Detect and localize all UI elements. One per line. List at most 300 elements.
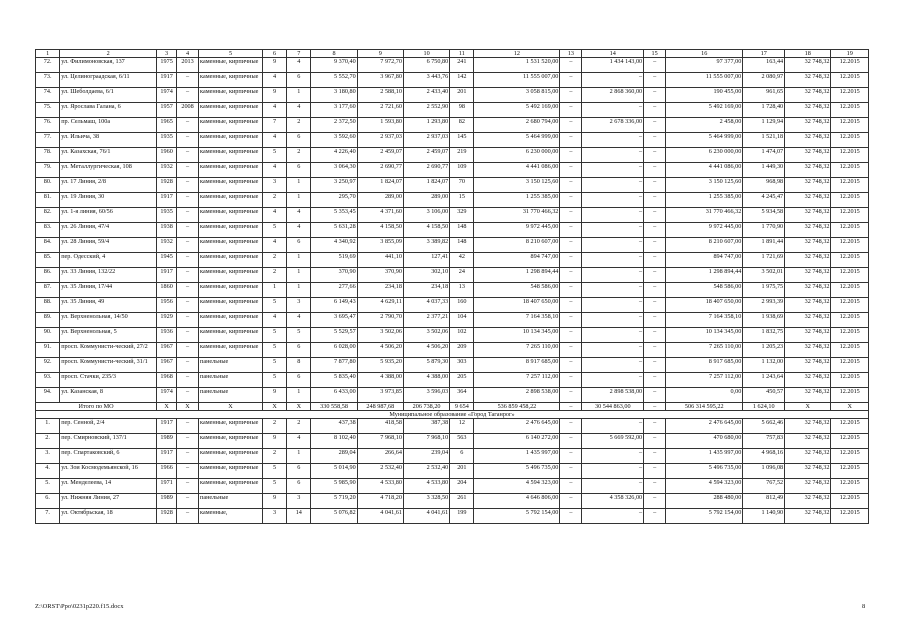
- table-cell: –: [582, 193, 644, 208]
- page-number: 8: [862, 603, 866, 610]
- table-cell: –: [644, 193, 666, 208]
- table-cell: –: [582, 283, 644, 298]
- table-cell: –: [560, 419, 582, 434]
- table-cell: 127,41: [403, 253, 449, 268]
- table-cell: 4 441 086,00: [666, 163, 743, 178]
- table-cell: 3 855,09: [357, 238, 403, 253]
- table-cell: 32 748,32: [785, 283, 831, 298]
- table-cell: ул. 17 Линия, 2/8: [60, 178, 157, 193]
- table-cell: 32 748,32: [785, 464, 831, 479]
- table-cell: 6: [287, 479, 311, 494]
- table-cell: 4: [262, 238, 286, 253]
- table-cell: –: [644, 88, 666, 103]
- table-cell: 5: [262, 298, 286, 313]
- table-cell: –: [582, 313, 644, 328]
- table-cell: ул. Филимоновская, 137: [60, 58, 157, 73]
- table-cell: 93.: [36, 373, 60, 388]
- table-cell: 1 255 385,00: [474, 193, 560, 208]
- table-cell: 3 502,01: [743, 268, 785, 283]
- table-cell: 9: [262, 388, 286, 403]
- table-cell: 4: [262, 163, 286, 178]
- table-cell: 5 719,20: [311, 494, 357, 509]
- table-cell: 31 770 466,32: [474, 208, 560, 223]
- table-cell: 6: [287, 464, 311, 479]
- table-cell: 32 748,32: [785, 133, 831, 148]
- table-cell: 1 832,75: [743, 328, 785, 343]
- table-cell: 32 748,32: [785, 343, 831, 358]
- table-cell: 7 257 112,00: [666, 373, 743, 388]
- table-cell: 5 353,45: [311, 208, 357, 223]
- table-cell: 98: [450, 103, 474, 118]
- table-cell: 6 230 000,00: [666, 148, 743, 163]
- table-cell: 2: [60, 50, 157, 58]
- table-cell: 4 594 323,00: [474, 479, 560, 494]
- table-cell: просп. Стачки, 235/3: [60, 373, 157, 388]
- table-cell: 6: [287, 343, 311, 358]
- table-cell: 4 371,60: [357, 208, 403, 223]
- table-cell: 1: [287, 193, 311, 208]
- table-cell: 767,52: [743, 479, 785, 494]
- table-cell: 2 377,21: [403, 313, 449, 328]
- table-cell: 277,66: [311, 283, 357, 298]
- table-cell: 80.: [36, 178, 60, 193]
- table-cell: 142: [450, 73, 474, 88]
- table-cell: –: [560, 178, 582, 193]
- table-cell: 4 358 326,00: [582, 494, 644, 509]
- table-cell: 19: [831, 50, 869, 58]
- table-cell: 4 037,33: [403, 298, 449, 313]
- table-cell: 1 521,18: [743, 133, 785, 148]
- table-cell: 5 496 735,00: [666, 464, 743, 479]
- table-cell: 12.2015: [831, 73, 869, 88]
- table-cell: 201: [450, 464, 474, 479]
- table-cell: –: [644, 223, 666, 238]
- table-cell: 2: [262, 253, 286, 268]
- table-cell: 1932: [157, 238, 177, 253]
- table-row: [36, 449, 869, 464]
- table-cell: каменные, кирпичные: [199, 73, 263, 88]
- table-cell: 1: [287, 88, 311, 103]
- table-row: [36, 358, 869, 373]
- table-cell: 3: [287, 494, 311, 509]
- table-cell: 441,10: [357, 253, 403, 268]
- table-cell: 219: [450, 148, 474, 163]
- table-cell: 3 150 125,60: [666, 178, 743, 193]
- table-cell: –: [644, 253, 666, 268]
- table-cell: –: [177, 268, 199, 283]
- table-cell: ул. Металлургическая, 108: [60, 163, 157, 178]
- table-cell: 2 790,70: [357, 313, 403, 328]
- table-cell: 2 433,40: [403, 88, 449, 103]
- table-cell: 4 646 806,00: [474, 494, 560, 509]
- table-cell: 8 102,40: [311, 434, 357, 449]
- table-cell: 1935: [157, 208, 177, 223]
- table-row: [36, 343, 869, 358]
- table-cell: 7 164 358,10: [474, 313, 560, 328]
- table-cell: 32 748,32: [785, 118, 831, 133]
- table-cell: –: [582, 163, 644, 178]
- table-cell: –: [644, 148, 666, 163]
- table-cell: 450,57: [743, 388, 785, 403]
- table-cell: 757,83: [743, 434, 785, 449]
- table-cell: –: [582, 479, 644, 494]
- table-cell: ул. Зои Космодемьянской, 16: [60, 464, 157, 479]
- table-cell: 3 973,85: [357, 388, 403, 403]
- table-cell: 248 987,68: [357, 403, 403, 411]
- table-cell: 12.2015: [831, 103, 869, 118]
- table-cell: –: [560, 343, 582, 358]
- table-cell: X: [157, 403, 177, 411]
- table-cell: 1 140,90: [743, 509, 785, 524]
- table-cell: –: [644, 403, 666, 411]
- table-cell: 2 898 538,00: [474, 388, 560, 403]
- table-cell: 7: [262, 118, 286, 133]
- table-cell: 32 748,32: [785, 238, 831, 253]
- table-cell: X: [199, 403, 263, 411]
- table-cell: –: [177, 163, 199, 178]
- table-cell: 5 879,30: [403, 358, 449, 373]
- table-row: [36, 163, 869, 178]
- table-cell: 102: [450, 328, 474, 343]
- table-cell: 1928: [157, 178, 177, 193]
- table-cell: 6: [287, 133, 311, 148]
- table-cell: –: [582, 103, 644, 118]
- table-cell: 7.: [36, 509, 60, 524]
- table-cell: 14: [582, 50, 644, 58]
- table-cell: 2 678 336,00: [582, 118, 644, 133]
- table-cell: –: [582, 178, 644, 193]
- table-row: [36, 118, 869, 133]
- table-cell: 1: [262, 283, 286, 298]
- table-cell: 15: [450, 193, 474, 208]
- table-cell: ул. 1-я линия, 60/56: [60, 208, 157, 223]
- table-cell: 1 129,94: [743, 118, 785, 133]
- table-cell: каменные, кирпичные: [199, 208, 263, 223]
- table-cell: 97 377,00: [666, 58, 743, 73]
- table-cell: 1975: [157, 58, 177, 73]
- table-cell: 4 968,16: [743, 449, 785, 464]
- table-cell: 1967: [157, 358, 177, 373]
- table-cell: 163,44: [743, 58, 785, 73]
- table-cell: 4: [177, 50, 199, 58]
- table-cell: 1938: [157, 223, 177, 238]
- table-row: [36, 313, 869, 328]
- table-cell: 1: [36, 50, 60, 58]
- table-cell: 302,10: [403, 268, 449, 283]
- table-cell: 11 555 007,00: [474, 73, 560, 88]
- table-cell: 86.: [36, 268, 60, 283]
- table-cell: –: [177, 73, 199, 88]
- table-cell: 5 496 735,00: [474, 464, 560, 479]
- table-cell: –: [582, 509, 644, 524]
- table-cell: 1 824,07: [357, 178, 403, 193]
- table-cell: 12.2015: [831, 479, 869, 494]
- table-cell: 519,69: [311, 253, 357, 268]
- table-cell: 1 891,44: [743, 238, 785, 253]
- table-cell: 12.2015: [831, 283, 869, 298]
- table-cell: 12.2015: [831, 494, 869, 509]
- table-cell: 6: [287, 163, 311, 178]
- table-cell: 32 748,32: [785, 268, 831, 283]
- table-row: [36, 238, 869, 253]
- table-cell: –: [560, 313, 582, 328]
- table-cell: 1966: [157, 464, 177, 479]
- table-cell: 12.2015: [831, 313, 869, 328]
- table-cell: 1929: [157, 313, 177, 328]
- table-cell: 1917: [157, 449, 177, 464]
- table-cell: –: [582, 464, 644, 479]
- table-row: [36, 464, 869, 479]
- table-cell: –: [177, 358, 199, 373]
- table-cell: пер. Спартаковский, 6: [60, 449, 157, 464]
- table-cell: –: [560, 148, 582, 163]
- table-cell: 2 532,40: [403, 464, 449, 479]
- table-cell: 5: [262, 148, 286, 163]
- table-cell: –: [560, 118, 582, 133]
- table-cell: –: [177, 178, 199, 193]
- table-cell: 12.2015: [831, 373, 869, 388]
- table-cell: –: [177, 193, 199, 208]
- table-cell: 3 502,06: [357, 328, 403, 343]
- table-cell: ул. Верхненольная, 14/50: [60, 313, 157, 328]
- table-cell: 1 132,00: [743, 358, 785, 373]
- table-cell: 4 388,00: [403, 373, 449, 388]
- table-cell: 2 898 538,00: [582, 388, 644, 403]
- table-cell: 3 967,80: [357, 73, 403, 88]
- table-cell: –: [560, 88, 582, 103]
- table-cell: –: [560, 358, 582, 373]
- table-cell: 6: [287, 238, 311, 253]
- table-cell: –: [560, 494, 582, 509]
- table-cell: 8 210 607,00: [666, 238, 743, 253]
- table-cell: 3 150 125,60: [474, 178, 560, 193]
- table-cell: 6 230 000,00: [474, 148, 560, 163]
- table-cell: 1917: [157, 73, 177, 88]
- table-cell: 6: [450, 449, 474, 464]
- table-cell: 2 080,97: [743, 73, 785, 88]
- table-cell: 1 938,69: [743, 313, 785, 328]
- table-cell: 7 265 110,00: [474, 343, 560, 358]
- table-cell: 1974: [157, 388, 177, 403]
- table-cell: 76.: [36, 118, 60, 133]
- table-cell: 1917: [157, 419, 177, 434]
- table-cell: 2.: [36, 434, 60, 449]
- table-cell: 1860: [157, 283, 177, 298]
- table-cell: 2: [262, 268, 286, 283]
- table-cell: 1989: [157, 434, 177, 449]
- table-cell: каменные, кирпичные: [199, 434, 263, 449]
- table-cell: 12.2015: [831, 253, 869, 268]
- table-cell: 968,98: [743, 178, 785, 193]
- table-cell: 2 459,07: [403, 148, 449, 163]
- table-cell: 12.2015: [831, 163, 869, 178]
- table-cell: 88.: [36, 298, 60, 313]
- table-cell: –: [644, 449, 666, 464]
- table-row: [36, 298, 869, 313]
- table-cell: 3 180,80: [311, 88, 357, 103]
- table-cell: 12.2015: [831, 133, 869, 148]
- table-cell: 289,00: [357, 193, 403, 208]
- table-cell: 81.: [36, 193, 60, 208]
- table-row: [36, 148, 869, 163]
- table-cell: каменные, кирпичные: [199, 479, 263, 494]
- table-cell: 12.2015: [831, 298, 869, 313]
- table-cell: –: [560, 328, 582, 343]
- table-cell: каменные, кирпичные: [199, 253, 263, 268]
- table-cell: 5 985,90: [311, 479, 357, 494]
- table-cell: 12.2015: [831, 178, 869, 193]
- table-cell: –: [644, 343, 666, 358]
- table-cell: –: [560, 208, 582, 223]
- table-cell: 3: [287, 298, 311, 313]
- table-cell: –: [177, 223, 199, 238]
- table-cell: 12.2015: [831, 464, 869, 479]
- table-cell: –: [560, 163, 582, 178]
- table-cell: 2: [287, 118, 311, 133]
- table-cell: 5: [287, 328, 311, 343]
- table-cell: 12.2015: [831, 509, 869, 524]
- table-cell: 1.: [36, 419, 60, 434]
- table-cell: ул. 19 Линия, 30: [60, 193, 157, 208]
- table-cell: 1 298 894,44: [666, 268, 743, 283]
- table-cell: 2 721,60: [357, 103, 403, 118]
- table-cell: 206 738,20: [403, 403, 449, 411]
- table-cell: 5: [262, 479, 286, 494]
- table-cell: 32 748,32: [785, 449, 831, 464]
- table-cell: каменные, кирпичные: [199, 178, 263, 193]
- table-cell: 1936: [157, 328, 177, 343]
- table-cell: ул. 35 Линия, 17/44: [60, 283, 157, 298]
- table-cell: –: [644, 388, 666, 403]
- table-cell: 14: [287, 509, 311, 524]
- table-cell: 10: [403, 50, 449, 58]
- table-cell: 1935: [157, 133, 177, 148]
- table-cell: панельные: [199, 494, 263, 509]
- table-cell: 1 205,23: [743, 343, 785, 358]
- table-cell: –: [582, 419, 644, 434]
- table-cell: 13: [560, 50, 582, 58]
- table-cell: 7 265 110,00: [666, 343, 743, 358]
- table-cell: X: [287, 403, 311, 411]
- table-cell: –: [560, 388, 582, 403]
- table-cell: каменные, кирпичные: [199, 223, 263, 238]
- table-cell: 8 917 685,00: [666, 358, 743, 373]
- table-cell: 1957: [157, 103, 177, 118]
- column-number-row: [36, 50, 869, 58]
- table-cell: 6: [287, 73, 311, 88]
- table-cell: –: [560, 73, 582, 88]
- table-cell: 7 257 112,00: [474, 373, 560, 388]
- table-row: [36, 388, 869, 403]
- table-cell: 32 748,32: [785, 148, 831, 163]
- table-cell: 5 935,20: [357, 358, 403, 373]
- table-cell: 1: [287, 253, 311, 268]
- section-title-row: [36, 411, 869, 419]
- table-cell: каменные, кирпичные: [199, 163, 263, 178]
- table-cell: –: [177, 208, 199, 223]
- table-cell: 2: [262, 419, 286, 434]
- table-cell: 5 076,82: [311, 509, 357, 524]
- table-cell: 3 106,00: [403, 208, 449, 223]
- table-cell: 5 792 154,00: [474, 509, 560, 524]
- table-cell: 2: [262, 193, 286, 208]
- table-cell: 32 748,32: [785, 509, 831, 524]
- table-cell: 330 558,58: [311, 403, 357, 411]
- table-cell: 32 748,32: [785, 328, 831, 343]
- table-cell: 17: [743, 50, 785, 58]
- table-cell: –: [177, 328, 199, 343]
- table-cell: 148: [450, 223, 474, 238]
- table-cell: каменные, кирпичные: [199, 103, 263, 118]
- table-cell: 9 972 445,00: [474, 223, 560, 238]
- table-cell: 239,04: [403, 449, 449, 464]
- table-cell: 364: [450, 388, 474, 403]
- table-cell: –: [560, 223, 582, 238]
- table-cell: 3 502,06: [403, 328, 449, 343]
- table-cell: 1 293,80: [403, 118, 449, 133]
- table-cell: каменные, кирпичные: [199, 464, 263, 479]
- table-cell: 5: [262, 373, 286, 388]
- table-cell: 1: [287, 268, 311, 283]
- table-cell: –: [582, 328, 644, 343]
- table-cell: 4 506,20: [357, 343, 403, 358]
- table-cell: 7 972,70: [357, 58, 403, 73]
- table-cell: 1974: [157, 88, 177, 103]
- table-cell: 329: [450, 208, 474, 223]
- table-cell: 75.: [36, 103, 60, 118]
- table-cell: 1989: [157, 494, 177, 509]
- table-cell: каменные, кирпичные: [199, 328, 263, 343]
- table-cell: 160: [450, 298, 474, 313]
- table-cell: 85.: [36, 253, 60, 268]
- table-cell: 4: [262, 73, 286, 88]
- table-cell: –: [177, 509, 199, 524]
- table-cell: –: [582, 73, 644, 88]
- table-cell: 288 480,00: [666, 494, 743, 509]
- table-cell: 2 690,77: [357, 163, 403, 178]
- table-cell: 4: [262, 313, 286, 328]
- table-cell: 12.2015: [831, 223, 869, 238]
- table-cell: 5: [199, 50, 263, 58]
- table-cell: 4 533,80: [357, 479, 403, 494]
- table-cell: ул. 35 Линия, 49: [60, 298, 157, 313]
- table-cell: 94.: [36, 388, 60, 403]
- table-cell: 3: [262, 178, 286, 193]
- table-cell: 2 937,03: [357, 133, 403, 148]
- table-cell: 812,49: [743, 494, 785, 509]
- table-cell: –: [177, 494, 199, 509]
- table-cell: 4 718,20: [357, 494, 403, 509]
- table-cell: –: [644, 509, 666, 524]
- table-cell: 1: [287, 283, 311, 298]
- table-cell: X: [785, 403, 831, 411]
- table-cell: 10 134 345,00: [666, 328, 743, 343]
- table-cell: 8: [287, 358, 311, 373]
- table-cell: 1945: [157, 253, 177, 268]
- table-cell: 5 492 169,00: [666, 103, 743, 118]
- table-cell: 4.: [36, 464, 60, 479]
- table-cell: 289,00: [403, 193, 449, 208]
- table-cell: 15: [644, 50, 666, 58]
- table-cell: 1 824,07: [403, 178, 449, 193]
- table-cell: 6 433,00: [311, 388, 357, 403]
- table-cell: 1: [287, 388, 311, 403]
- table-cell: –: [644, 298, 666, 313]
- table-cell: 234,18: [403, 283, 449, 298]
- table-cell: 4 506,20: [403, 343, 449, 358]
- table-cell: 2: [287, 148, 311, 163]
- table-cell: 1968: [157, 373, 177, 388]
